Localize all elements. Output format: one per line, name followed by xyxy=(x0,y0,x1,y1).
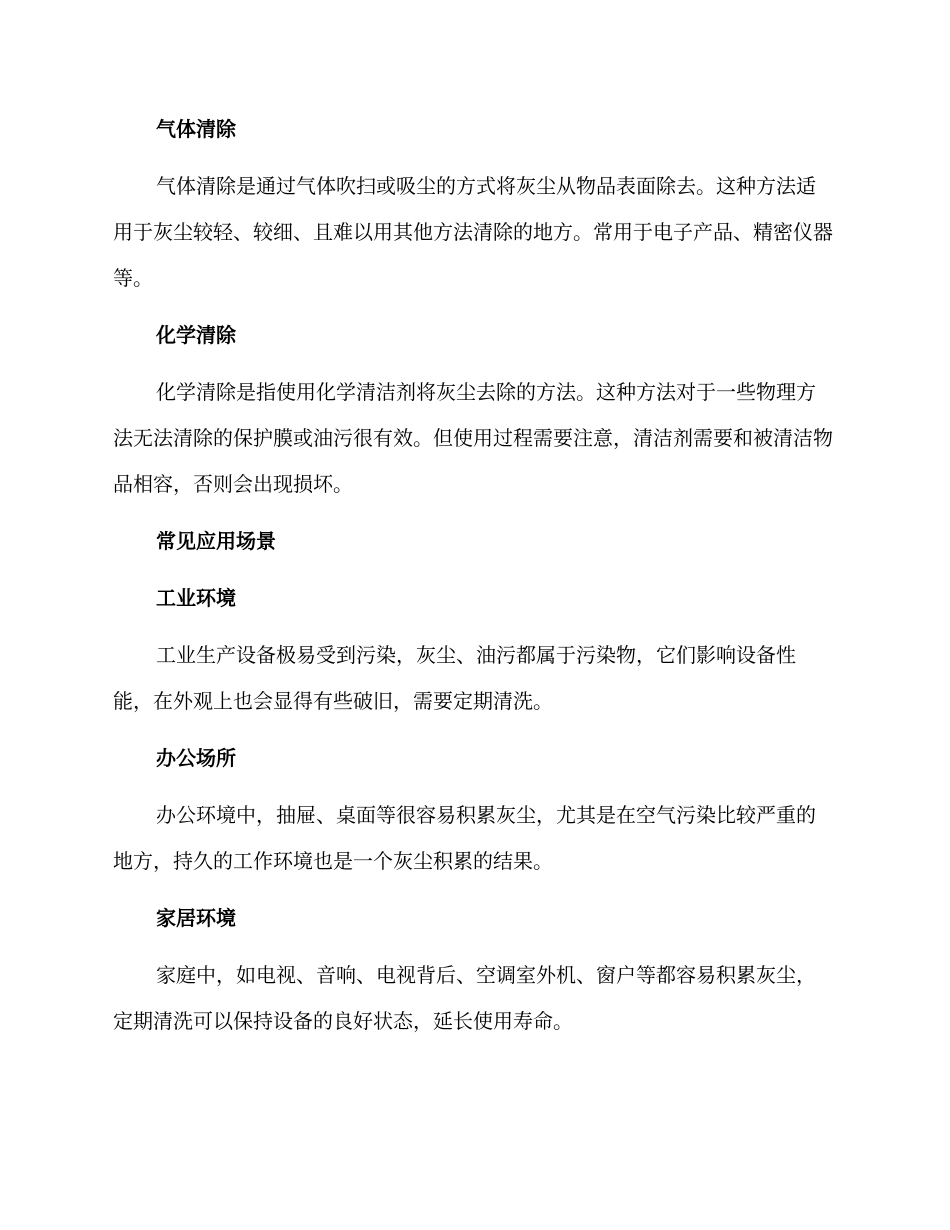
spacer xyxy=(113,941,833,952)
section-heading-home: 家居环境 xyxy=(156,906,236,930)
spacer xyxy=(113,884,833,895)
document-body xyxy=(113,106,833,1044)
spacer xyxy=(113,507,833,518)
spacer xyxy=(113,358,833,369)
section-heading-office: 办公场所 xyxy=(156,746,236,770)
section-paragraph-office: 办公环境中，抽屉、桌面等很容易积累灰尘，尤其是在空气污染比较严重的地方，持久的工作环境也是一个灰尘积累的结果。 xyxy=(113,803,816,873)
section-paragraph-industrial: 工业生产设备极易受到污染，灰尘、油污都属于污染物，它们影响设备性能，在外观上也会显得有些破旧，需要定期清洗。 xyxy=(113,643,796,713)
section-heading-industrial: 工业环境 xyxy=(156,586,236,610)
spacer xyxy=(113,724,833,735)
section-paragraph-gas-removal: 气体清除是通过气体吹扫或吸尘的方式将灰尘从物品表面除去。这种方法适用于灰尘较轻、较细、且难以用其他方法清除的地方。常用于电子产品、精密仪器等。 xyxy=(113,174,833,290)
section-heading-common-scenarios: 常见应用场景 xyxy=(156,529,276,553)
spacer xyxy=(113,781,833,792)
spacer xyxy=(113,621,833,632)
spacer xyxy=(113,301,833,312)
section-paragraph-home: 家庭中，如电视、音响、电视背后、空调室外机、窗户等都容易积累灰尘，定期清洗可以保持设备的良好状态，延长使用寿命。 xyxy=(113,963,816,1033)
spacer xyxy=(113,564,833,575)
section-heading-chemical-removal: 化学清除 xyxy=(156,323,236,347)
section-heading-gas-removal: 气体清除 xyxy=(156,117,236,141)
spacer xyxy=(113,152,833,163)
section-paragraph-chemical-removal: 化学清除是指使用化学清洁剂将灰尘去除的方法。这种方法对于一些物理方法无法清除的保护膜或油污很有效。但使用过程需要注意，清洁剂需要和被清洁物品相容，否则会出现损坏。 xyxy=(113,380,833,496)
